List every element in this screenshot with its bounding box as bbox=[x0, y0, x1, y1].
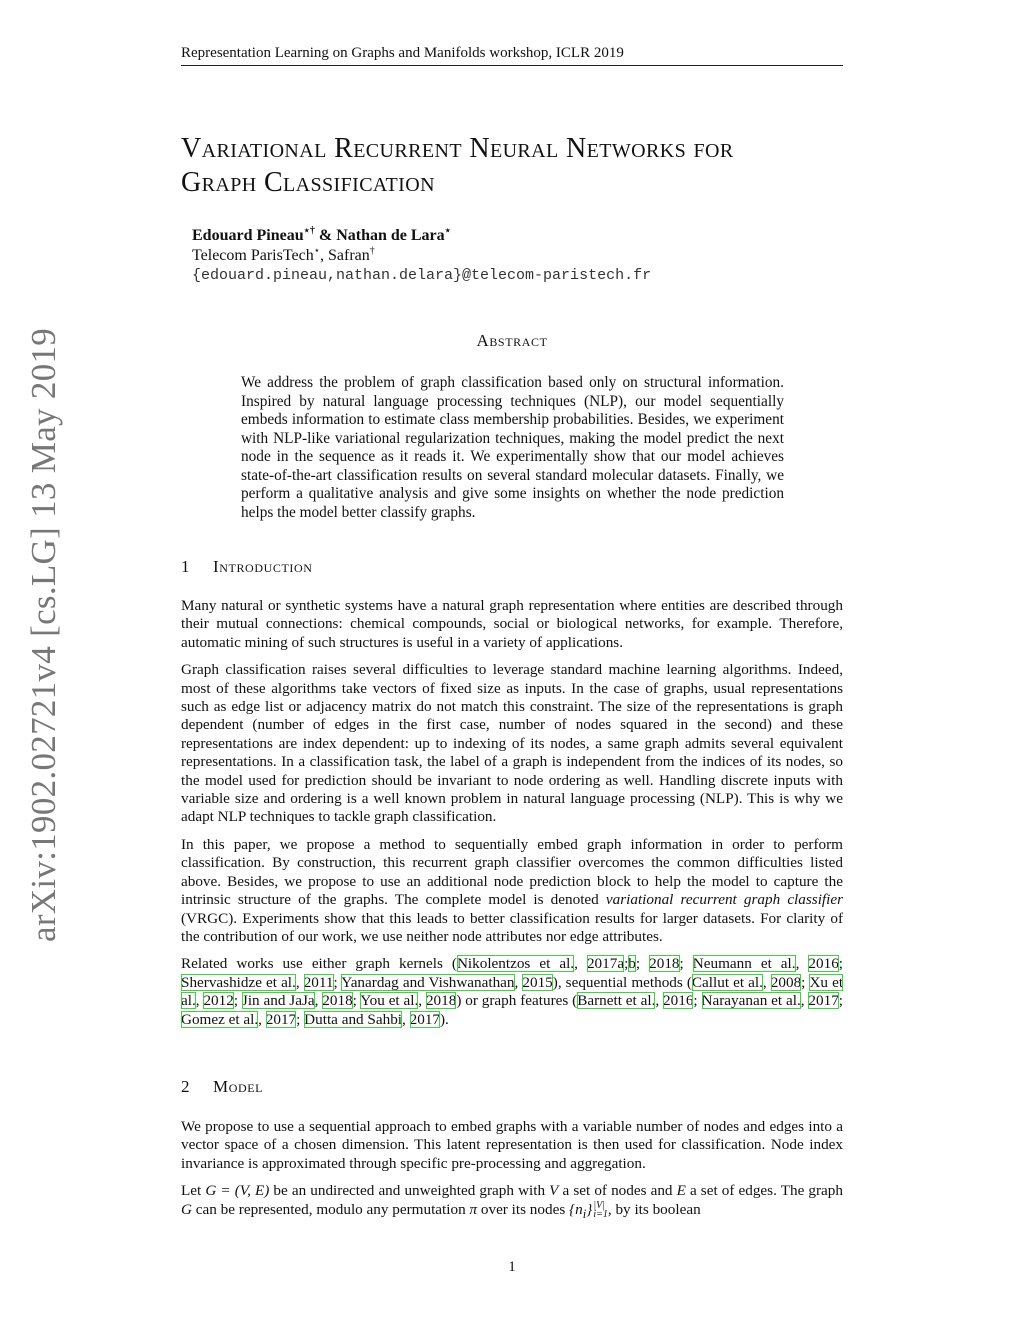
author-email[interactable]: {edouard.pineau,nathan.delara}@telecom-paristech.fr bbox=[192, 267, 652, 284]
section-heading-introduction bbox=[181, 557, 843, 577]
text-run: , bbox=[655, 992, 664, 1010]
math-limits bbox=[593, 1201, 608, 1219]
text-run: , bbox=[295, 973, 304, 991]
introduction-body bbox=[181, 597, 843, 1038]
text-run: ), sequential methods ( bbox=[552, 973, 692, 991]
running-header: Representation Learning on Graphs and Manifolds workshop, ICLR 2019 bbox=[181, 44, 843, 66]
text-run: ; bbox=[679, 955, 693, 973]
text-run: be an undirected and unweighted graph with bbox=[269, 1182, 550, 1200]
citation-link[interactable]: 2017 bbox=[265, 1010, 297, 1028]
text-run: Let bbox=[181, 1182, 206, 1200]
model-body bbox=[181, 1118, 843, 1232]
citation-link[interactable]: Jin and JaJa bbox=[241, 992, 315, 1010]
text-run: , bbox=[514, 973, 523, 991]
math-limit-upper: |V| bbox=[593, 1200, 605, 1212]
title-line-1: Variational Recurrent Neural Networks for bbox=[181, 133, 734, 164]
affiliation-2-mark: † bbox=[369, 245, 375, 257]
text-run: ; bbox=[352, 992, 361, 1010]
text-run: Related works use either graph kernels ( bbox=[181, 955, 457, 973]
text-run: , bbox=[418, 992, 426, 1010]
citation-link[interactable]: Gomez et al. bbox=[181, 1010, 259, 1028]
author-1: Edouard Pineau bbox=[192, 227, 304, 244]
author-names bbox=[192, 226, 832, 246]
math-e: E bbox=[676, 1182, 686, 1200]
text-run: ; bbox=[624, 955, 629, 973]
text-run: , bbox=[258, 1010, 266, 1028]
text-run: , bbox=[314, 992, 323, 1010]
citation-link[interactable]: Nikolentzos et al. bbox=[456, 955, 575, 973]
citation-link[interactable]: 2015 bbox=[522, 973, 553, 991]
section-heading-model bbox=[181, 1077, 843, 1097]
affiliation-1: Telecom ParisTech bbox=[192, 247, 314, 264]
math-g: G bbox=[181, 1200, 192, 1218]
math-part: } bbox=[586, 1200, 593, 1218]
citation-link[interactable]: Shervashidze et al. bbox=[181, 973, 296, 991]
math-limit-lower: i=1 bbox=[593, 1209, 608, 1221]
text-run: ; bbox=[693, 992, 702, 1010]
section-title: Introduction bbox=[213, 557, 313, 576]
page-number: 1 bbox=[508, 1259, 516, 1275]
citation-link[interactable]: You et al. bbox=[360, 992, 419, 1010]
author-2-marks: ⋆ bbox=[444, 225, 451, 237]
text-run: can be represented, modulo any permutation bbox=[191, 1200, 470, 1218]
citation-link[interactable]: Neumann et al. bbox=[692, 955, 796, 973]
text-run: , bbox=[800, 992, 809, 1010]
arxiv-stamp[interactable]: arXiv:1902.02721v4 [cs.LG] 13 May 2019 bbox=[24, 327, 63, 942]
author-block bbox=[192, 226, 832, 286]
text-run: ; bbox=[635, 955, 650, 973]
text-run: over its nodes bbox=[477, 1200, 570, 1218]
citation-link[interactable]: 2016 bbox=[663, 992, 694, 1010]
math-v: V bbox=[549, 1182, 559, 1200]
title-line-2: Graph Classification bbox=[181, 167, 435, 198]
text-run: ; bbox=[801, 973, 810, 991]
text-run: , bbox=[762, 973, 771, 991]
text-run: a set of edges. The graph bbox=[685, 1182, 843, 1200]
text-run: ; bbox=[333, 973, 342, 991]
citation-link[interactable]: Dutta and Sahbi bbox=[304, 1010, 403, 1028]
math-graph-def: G = (V, E) bbox=[205, 1182, 270, 1200]
citation-link[interactable]: 2018 bbox=[322, 992, 353, 1010]
text-run: ). bbox=[440, 1010, 449, 1028]
text-run: , bbox=[195, 992, 204, 1010]
intro-paragraph-1: Many natural or synthetic systems have a natural graph representation where entities are described through their mutual connections: chemical compounds, social or biological networks, for example. Therefore, automatic mining of such structures is useful in a variety of applications. bbox=[181, 597, 843, 651]
citation-link[interactable]: 2017a bbox=[586, 955, 625, 973]
citation-link[interactable]: 2016 bbox=[808, 955, 839, 973]
abstract-heading: Abstract bbox=[476, 331, 548, 350]
citation-link[interactable]: Barnett et al. bbox=[577, 992, 656, 1010]
citation-link[interactable]: Yanardag and Vishwanathan bbox=[341, 973, 515, 991]
text-run: ; bbox=[296, 1010, 305, 1028]
intro-paragraph-3 bbox=[181, 836, 843, 946]
citation-link[interactable]: 2017 bbox=[409, 1010, 440, 1028]
text-run: , bbox=[574, 955, 587, 973]
citation-link[interactable]: 2018 bbox=[649, 955, 680, 973]
citation-link[interactable]: 2017 bbox=[808, 992, 839, 1010]
math-subscript: i bbox=[582, 1206, 587, 1221]
text-run: ; bbox=[233, 992, 242, 1010]
model-paragraph-2 bbox=[181, 1182, 843, 1223]
citation-link[interactable]: 2008 bbox=[770, 973, 802, 991]
citation-link[interactable]: Callut et al. bbox=[691, 973, 763, 991]
affiliation-2: Safran bbox=[327, 247, 370, 264]
text-run: (VRGC). Experiments show that this leads to better classification results for larger datasets. For clarity of the contribution of our work, we use neither node attributes nor edge attributes. bbox=[181, 909, 843, 945]
author-separator: & bbox=[314, 227, 337, 244]
text-run: ) or graph features ( bbox=[456, 992, 578, 1010]
math-part: {n bbox=[569, 1200, 583, 1218]
text-run: , by its boolean bbox=[607, 1200, 701, 1218]
intro-paragraph-2: Graph classification raises several difficulties to leverage standard machine learning algorithms. Indeed, most of these algorithms take vectors of fixed size as inputs. In the case of graphs, usual representations such as edge list or adjacency matrix do not match this constraint. The size of the representations is graph dependent (number of edges in the first case, number of nodes squared in the second) and these representations are index dependent: up to indexing of its nodes, a same graph admits several equivalent representations. In a classification task, the label of a graph is independent from the indices of its nodes, so the model used for prediction should be invariant to node ordering as well. Handling discrete inputs with variable size and ordering is a well known problem in natural language processing (NLP). This is why we adapt NLP techniques to tackle graph classification. bbox=[181, 661, 843, 826]
citation-link[interactable]: 2012 bbox=[203, 992, 234, 1010]
vrgc-term: variational recurrent graph classifier bbox=[605, 891, 844, 909]
text-run: , bbox=[795, 955, 809, 973]
abstract-text: We address the problem of graph classification based only on structural information. Inspired by natural language processing techniques (NLP), our model sequentially embeds information to estimate class membership probabilities. Besides, we experiment with NLP-like variational regularization techniques, making the model predict the next node in the sequence as it reads it. We experimentally show that our model achieves state-of-the-art classification results on several standard molecular datasets. Finally, we perform a qualitative analysis and give some insights on whether the node prediction helps the model better classify graphs. bbox=[241, 374, 784, 521]
citation-link[interactable]: Xu et al. bbox=[181, 973, 844, 1010]
math-node-set bbox=[569, 1200, 608, 1221]
text-run: a set of nodes and bbox=[558, 1182, 677, 1200]
intro-paragraph-4-related-work bbox=[181, 955, 843, 1029]
affiliations bbox=[192, 246, 832, 266]
affiliation-separator: , bbox=[319, 247, 328, 264]
author-2: Nathan de Lara bbox=[336, 227, 445, 244]
citation-link[interactable]: 2011 bbox=[303, 973, 334, 991]
text-run: ; bbox=[838, 992, 844, 1010]
citation-link[interactable]: b bbox=[628, 955, 636, 973]
section-title: Model bbox=[213, 1077, 264, 1096]
section-number: 1 bbox=[181, 557, 191, 576]
text-run: , bbox=[402, 1010, 410, 1028]
affiliation-1-mark: ⋆ bbox=[313, 245, 320, 257]
text-run: ; bbox=[838, 955, 844, 973]
section-number: 2 bbox=[181, 1077, 191, 1096]
model-paragraph-1: We propose to use a sequential approach to embed graphs with a variable number of nodes and edges into a vector space of a chosen dimension. This latent representation is then used for classification. Node index invariance is approximated through specific pre-processing and aggregation. bbox=[181, 1118, 843, 1172]
citation-link[interactable]: 2018 bbox=[425, 992, 457, 1010]
author-1-marks: ⋆† bbox=[303, 225, 315, 237]
citation-link[interactable]: Narayanan et al. bbox=[701, 992, 801, 1010]
math-pi: π bbox=[469, 1200, 478, 1218]
text-run: In this paper, we propose a method to sequentially embed graph information in order to perform classification. By construction, this recurrent graph classifier overcomes the common difficulties listed above. Besides, we propose to use an additional node prediction block to help the model to capture the intrinsic structure of the graphs. The complete model is denoted bbox=[181, 835, 843, 909]
paper-title bbox=[181, 132, 861, 200]
